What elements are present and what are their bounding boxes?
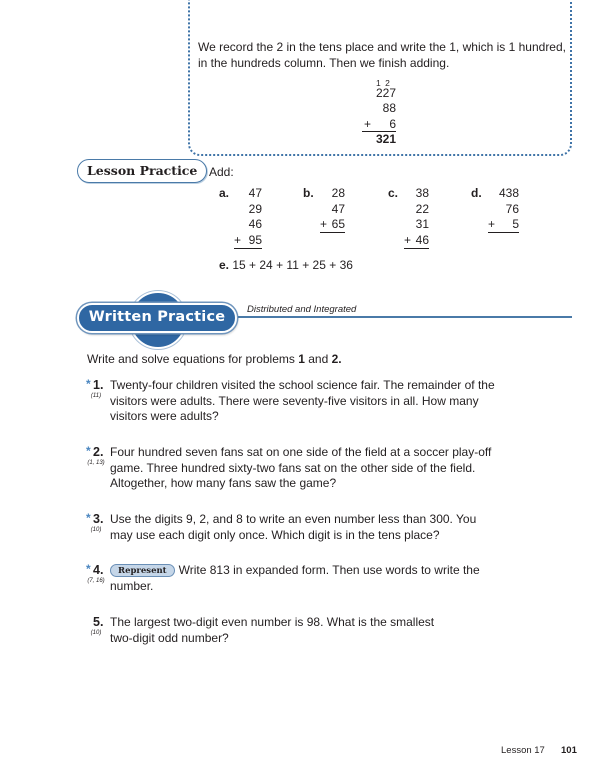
example-addend: 227: [375, 86, 396, 100]
problem-text: Four hundred seven fans sat on one side of the field at a soccer play-off game. Three hundred sixty-two fans sat on the other side of the field. Altogether, how many fans saw the game?: [110, 445, 492, 490]
problem-letter-c: c.: [388, 186, 399, 200]
instructions-bold: 2.: [331, 352, 342, 366]
problem-letter-a: a.: [219, 186, 230, 200]
star-icon: *: [86, 562, 91, 576]
instructions-text: and: [304, 352, 332, 366]
sum-line: [234, 248, 262, 249]
written-practice-badge: Written Practice: [77, 303, 237, 333]
lesson-reference: (1, 13): [87, 460, 105, 466]
instructions-bold: 1: [298, 352, 305, 366]
problem-c-column: [404, 186, 429, 248]
lesson-reference: (7, 16): [87, 578, 105, 584]
instructions-text: Write and solve equations for problems: [87, 352, 299, 366]
addend: 38: [415, 186, 429, 200]
example-sum: 321: [375, 132, 396, 146]
written-practice-subtitle: Distributed and Integrated: [247, 304, 357, 315]
lesson-reference: (11): [90, 393, 102, 399]
addend-row: [234, 233, 262, 249]
sum-line: [488, 232, 519, 233]
problem-text: The largest two-digit even number is 98. What is the smallest two-digit odd number?: [110, 615, 435, 645]
problem-text: Twenty-four children visited the school science fair. The remainder of the visitors were adults. There were seventy-five visitors in all. How many visitors were adults?: [110, 378, 495, 423]
problem-number: 1.: [93, 378, 104, 392]
lesson-reference: (10): [90, 527, 102, 533]
problem-b-column: [320, 186, 345, 233]
plus-sign: +: [364, 117, 372, 131]
plus-sign: +: [320, 217, 328, 231]
example-addend: 6: [389, 117, 396, 131]
plus-sign: +: [404, 232, 412, 247]
addend: 76: [505, 201, 519, 216]
problem-letter-d: d.: [471, 186, 482, 200]
lesson-practice-badge: Lesson Practice: [77, 159, 207, 183]
addend: 29: [248, 201, 262, 216]
carry-digits: 1 2: [376, 78, 391, 88]
addend: 47: [331, 201, 345, 216]
add-instruction: Add:: [209, 165, 234, 179]
page-number: 101: [561, 745, 577, 756]
problem-d-column: [488, 186, 519, 233]
problem-letter-e: e.: [219, 258, 230, 272]
problem-number: 4.: [93, 563, 104, 577]
footer-lesson: Lesson 17: [501, 745, 545, 756]
example-addend: 88: [382, 101, 396, 115]
represent-tag: Represent: [110, 564, 175, 577]
addend: 438: [498, 186, 519, 200]
addend-row: [320, 217, 345, 233]
problem-e-expression: 15 + 24 + 11 + 25 + 36: [232, 258, 353, 272]
addend: 47: [248, 186, 262, 200]
star-icon: *: [86, 511, 91, 525]
addend-row: [488, 217, 519, 233]
problem-text: Write 813 in expanded form. Then use words to write the number.: [110, 563, 480, 593]
header-rule: [238, 316, 572, 318]
addend: 46: [248, 217, 262, 231]
problem-number: 3.: [93, 512, 104, 526]
addend: 65: [331, 217, 345, 231]
sum-line: [404, 248, 429, 249]
problem-letter-b: b.: [303, 186, 314, 200]
problem-a-column: [234, 186, 262, 248]
plus-sign: +: [234, 232, 242, 247]
addend: 46: [415, 232, 429, 247]
addend: 5: [512, 217, 519, 231]
star-icon: *: [86, 444, 91, 458]
problem-number: 2.: [93, 445, 104, 459]
addend: 95: [248, 232, 262, 247]
addend-row: [404, 233, 429, 249]
sum-line: [320, 232, 345, 233]
example-explanation: We record the 2 in the tens place and write the 1, which is 1 hundred, in the hundreds column. Then we finish adding.: [198, 40, 566, 70]
plus-sign: +: [488, 217, 496, 231]
lesson-reference: (10): [90, 630, 102, 636]
problem-text: Use the digits 9, 2, and 8 to write an even number less than 300. You may use each digit only once. Which digit is in the tens place?: [110, 512, 477, 542]
problem-text-container: [110, 563, 500, 594]
problem-e: [219, 258, 353, 272]
written-practice-instructions: [87, 352, 342, 366]
addend: 31: [415, 217, 429, 231]
addend: 28: [331, 186, 345, 200]
star-icon: *: [86, 377, 91, 391]
addend: 22: [415, 201, 429, 216]
problem-number: 5.: [93, 615, 104, 629]
